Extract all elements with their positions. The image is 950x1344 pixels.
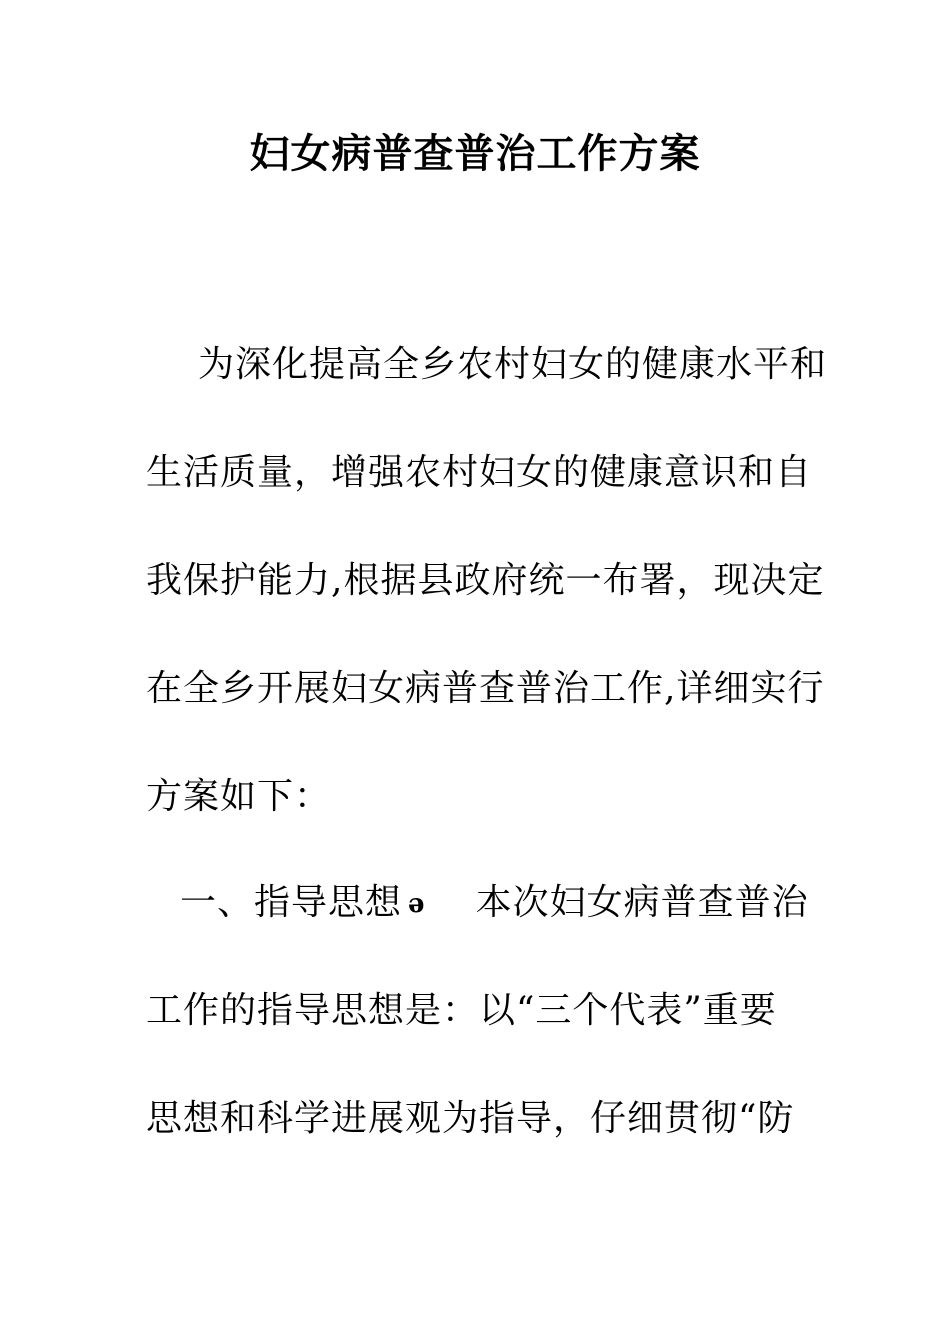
paragraph-line: 为深化提高全乡农村妇女的健康水平和 (198, 344, 828, 385)
paragraph-line: 我保护能力,根据县政府统一布署，现决定 (146, 560, 825, 601)
section-text: 本次妇女病普查普治 (475, 882, 809, 923)
document-title: 妇女病普查普治工作方案 (249, 130, 701, 177)
paragraph-line: 生活质量，增强农村妇女的健康意识和自 (146, 452, 813, 493)
paragraph-line: 在全乡开展妇女病普查普治工作,详细实行 (146, 668, 825, 709)
section-line (180, 881, 809, 926)
heading-mark: ə (408, 889, 426, 919)
paragraph-line: 方案如下： (146, 776, 332, 817)
paragraph-line: 工作的指导思想是：以“三个代表”重要 (146, 990, 777, 1031)
paragraph-line: 思想和科学进展观为指导，仔细贯彻“防 (146, 1098, 795, 1139)
section-heading: 一、指导思想 (180, 882, 403, 923)
